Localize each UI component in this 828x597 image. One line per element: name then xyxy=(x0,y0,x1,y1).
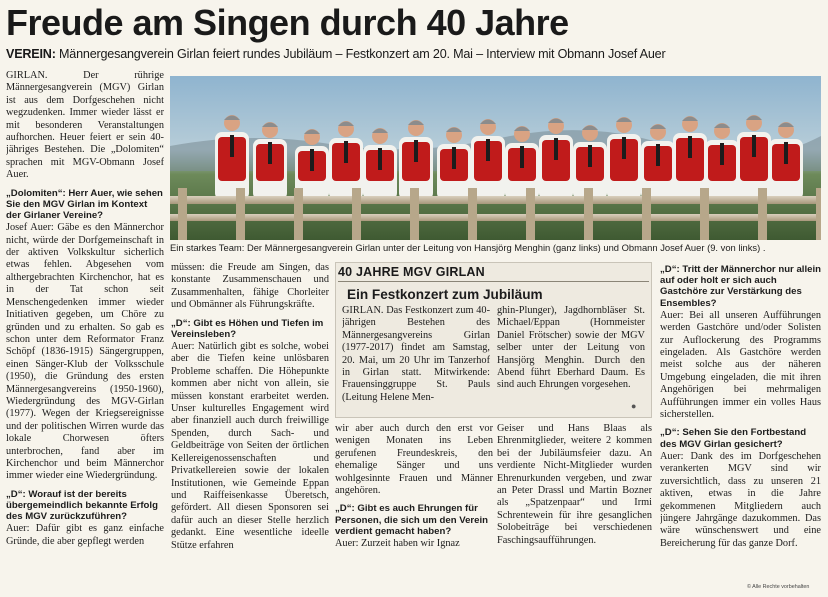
info-box-rule xyxy=(338,281,649,282)
article-intro: GIRLAN. Der rührige Männergesangverein (MGV) Girlan ist aus dem Dorfgeschehen nicht wegzudenken. Immer wieder lässt er mit besonderen Veranstaltungen aufhorchen. Heuer feiert er sein 40-jähriges Bestehen. Die „Dolomiten“ sprachen mit MGV-Obmann Josef Auer. xyxy=(6,70,164,181)
fence-post xyxy=(352,188,361,240)
article-column-3 xyxy=(335,423,493,590)
info-box-label: 40 JAHRE MGV GIRLAN xyxy=(338,265,485,279)
fence-post xyxy=(584,188,593,240)
question-2: „D“: Worauf ist der bereits übergemeindlich bekannte Erfolg des MGV zurückzuführen? xyxy=(6,488,158,523)
article-column-2 xyxy=(171,262,329,590)
article-column-1 xyxy=(6,70,164,590)
subheadline xyxy=(6,47,665,61)
subheadline-kicker: VEREIN: xyxy=(6,47,56,61)
fence-post xyxy=(294,188,303,240)
fence-post xyxy=(642,188,651,240)
fence-post xyxy=(700,188,709,240)
fence-post xyxy=(816,188,821,240)
fence-post xyxy=(178,188,187,240)
answer-3-continued: wir aber auch durch den erst vor wenigen Monaten ins Leben gerufenen Freundeskreis, den ehemalige Sänger und uns wohlgesinnte Frauen und Männer angehören. xyxy=(335,423,493,497)
answer-4-continued: Geiser und Hans Blaas als Ehrenmitglieder, weitere 2 kommen bei der Jubiläumsfeier dazu. An verdiente Nicht-Mitglieder wurden Ehrenurkunden vergeben, und zwar an Peter Drassl und Martin Bozner als „Spatzenpaar“ und Irmi Schrentewein für ihre gesanglichen Solobeiträge bei verschiedenen Faschingsaufführungen. xyxy=(497,423,652,546)
answer-2-continued: müssen: die Freude am Singen, das konstante Zusammenschauen und Zusammenhalten, fähige Chorleiter und Obmänner als Führungskräfte. xyxy=(171,262,329,311)
answer-1: Josef Auer: Gäbe es den Männerchor nicht, würde der Dorfgemeinschaft in der aktiven Volkskultur sicherlich etwas fehlen. Abgesehen vom althergebrachten Kirchenchor, hat es in der Tat schon seit Menschengedenken immer wieder Initiativen gegeben, um Chöre zu gründen und zu erhalten. So gab es schon unter dem Reformator Franz Schöpf (1836-1915) Sängergruppen, einen Sänger-Klub der Volksschule (1950), die Gründung des ersten Männergesangvereins (1950-1960), Wiedergründung des MGV-Girlan (1977). Wegen der Kriegsereignisse und der politischen Wirren wurde das lokale Chorwesen öfters unterbrochen, fand aber im Kirchenchor und beim Männerchor immer wieder eine Wiedergründung. xyxy=(6,222,164,482)
info-box-text-right: ghin-Plunger), Jagdhornbläser St. Michael/Eppan (Hornmeister Daniel Frötscher) sowie der MGV selber unter der Leitung von Hansjörg Menghin. Durch den Abend führt Eberhard Daum. Es sind auch Ehrungen vorgesehen. xyxy=(497,305,645,391)
question-4: „D“: Gibt es auch Ehrungen für Personen, die sich um den Verein verdient gemacht haben? xyxy=(335,503,489,537)
copyright-notice: © Alle Rechte vorbehalten xyxy=(747,584,810,590)
info-box-text-left: GIRLAN. Das Festkonzert zum 40-jährigen Bestehen des Männergesangvereins Girlan (1977-2017) findet am Samstag, 20. Mai, um 20 Uhr im Tanzerhof in Girlan statt. Mitwirkende: Frauensinggruppe St. Pauls (Leitung Helene Men- xyxy=(342,305,490,403)
question-6: „D“: Sehen Sie den Fortbestand des MGV Girlan gesichert? xyxy=(660,427,807,450)
info-box-title: Ein Festkonzert zum Jubiläum xyxy=(347,287,543,302)
answer-3: Auer: Natürlich gibt es solche, wobei aber die Tiefen keine unlösbaren Probleme schaffen. Die Höhepunkte kommen aber nicht von allein, sie müssen konstant erarbeitet werden. Unser kulturelles Engagement wird aber finanziell auch durch freiwillige Spenden, durch Sach- und Geldbeiträge von Seiten der örtlichen Kellereigenossenschaften und Privatkellereien sowie der lokalen Institutionen, wie Gemeinde Eppan und Raiffeisenkasse Überetsch, gefördert. All diesen Sponsoren sei dafür auch an dieser Stelle herzlich gedankt. Eine wesentliche ideelle Stütze erfahren xyxy=(171,341,329,551)
choir-group-photo xyxy=(170,76,821,240)
article-column-5 xyxy=(660,262,821,584)
question-1: „Dolomiten“: Herr Auer, wie sehen Sie den MGV Girlan im Kontext der Girlaner Vereine? xyxy=(6,187,163,222)
question-5: „D“: Tritt der Männerchor nur allein auf oder holt er sich auch Gastchöre zur Verstärkung des Ensembles? xyxy=(660,264,821,309)
answer-4: Auer: Zurzeit haben wir Ignaz xyxy=(335,538,460,550)
question-3: „D“: Gibt es Höhen und Tiefen im Vereinsleben? xyxy=(171,317,324,340)
answer-5: Auer: Bei all unseren Aufführungen werden Gastchöre und/oder Solisten zur Auflockerung des Programms eingeladen. Als Gastchöre werden meist solche aus der näheren Umgebung eingeladen, die mit ihren Angehörigen bei mehrmaligen Aufführungen immer ein volles Haus sicherstellen. xyxy=(660,309,821,421)
headline: Freude am Singen durch 40 Jahre xyxy=(6,2,569,43)
answer-6: Auer: Dank des im Dorfgeschehen verankerten MGV sind wir zuversichtlich, dass zu unseren 21 aktiven, etwas in die Jahre gekommenen Mitgliedern auch jüngere Jahrgänge dazukommen. Das wäre wünschenswert und eine Bereicherung für das ganze Dorf. xyxy=(660,450,821,549)
fence-post xyxy=(526,188,535,240)
fence-post xyxy=(468,188,477,240)
article-column-4 xyxy=(497,423,652,590)
fence-post xyxy=(236,188,245,240)
photo-caption: Ein starkes Team: Der Männergesangverein Girlan unter der Leitung von Hansjörg Menghin (ganz links) und Obmann Josef Auer (9. von links) . xyxy=(170,242,766,253)
answer-2: Auer: Dafür gibt es ganz einfache Gründe, die aber gepflegt werden xyxy=(6,523,164,547)
subheadline-text: Männergesangverein Girlan feiert rundes Jubiläum – Festkonzert am 20. Mai – Interview mit Obmann Josef Auer xyxy=(55,47,666,61)
fence-post xyxy=(410,188,419,240)
info-box-end-mark: ● xyxy=(631,401,637,411)
fence-post xyxy=(758,188,767,240)
